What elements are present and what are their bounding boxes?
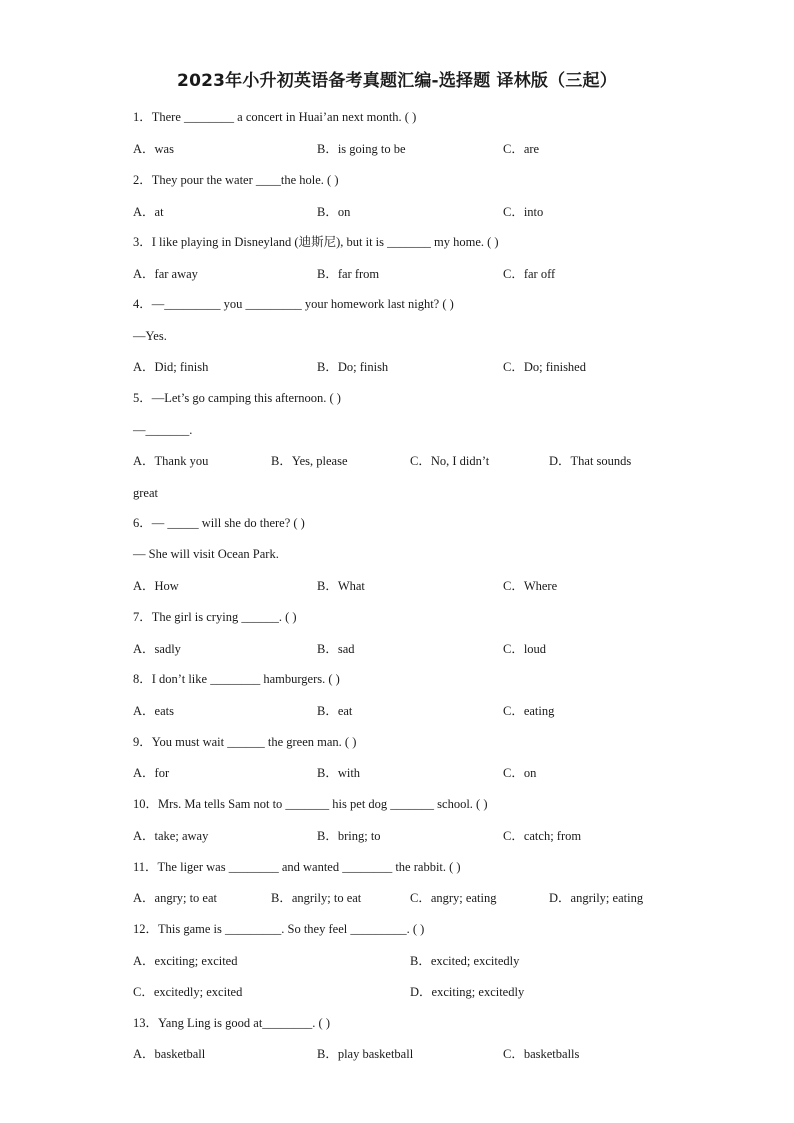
question-stem: 11．The liger was ________ and wanted ________ the rabbit. ( ): [133, 860, 461, 874]
answer-option[interactable]: C．Where: [503, 579, 558, 593]
question-stem: 7．The girl is crying ______. ( ): [133, 610, 297, 624]
answer-option[interactable]: C．on: [503, 766, 537, 780]
question-stem: 1．There ________ a concert in Huai’an next month. ( ): [133, 110, 417, 124]
answer-option[interactable]: B．excited; excitedly: [410, 954, 520, 968]
answer-option[interactable]: C．far off: [503, 267, 556, 281]
question-dialogue-line: — She will visit Ocean Park.: [133, 547, 279, 561]
answer-option[interactable]: B．far from: [317, 267, 380, 281]
answer-option[interactable]: A．sadly: [133, 642, 181, 656]
answer-option[interactable]: A．far away: [133, 267, 198, 281]
answer-option[interactable]: A．was: [133, 142, 174, 156]
question-stem: 3．I like playing in Disneyland (迪斯尼), but it is _______ my home. ( ): [133, 235, 499, 249]
answer-option[interactable]: D．angrily; eating: [549, 891, 644, 905]
answer-option[interactable]: A．take; away: [133, 829, 209, 843]
answer-option[interactable]: D．exciting; excitedly: [410, 985, 525, 999]
answer-option-continuation: great: [133, 486, 158, 500]
answer-option[interactable]: A．basketball: [133, 1047, 206, 1061]
question-dialogue-line: —_______.: [133, 423, 193, 437]
answer-option[interactable]: A．Did; finish: [133, 360, 209, 374]
question-dialogue-line: —Yes.: [133, 329, 167, 343]
answer-option[interactable]: B．on: [317, 205, 351, 219]
answer-option[interactable]: B．Do; finish: [317, 360, 389, 374]
answer-option[interactable]: A．exciting; excited: [133, 954, 238, 968]
answer-option[interactable]: B．Yes, please: [271, 454, 348, 468]
question-stem: 5．—Let’s go camping this afternoon. ( ): [133, 391, 341, 405]
answer-option[interactable]: C．loud: [503, 642, 547, 656]
answer-option[interactable]: A．Thank you: [133, 454, 209, 468]
answer-option[interactable]: C．No, I didn’t: [410, 454, 490, 468]
answer-option[interactable]: C．catch; from: [503, 829, 582, 843]
page-title: 2023年小升初英语备考真题汇编-选择题 译林版（三起）: [177, 71, 617, 91]
answer-option[interactable]: A．for: [133, 766, 170, 780]
question-stem: 12．This game is _________. So they feel _________. ( ): [133, 922, 425, 936]
answer-option[interactable]: B．with: [317, 766, 361, 780]
answer-option[interactable]: C．basketballs: [503, 1047, 580, 1061]
answer-option[interactable]: A．How: [133, 579, 179, 593]
answer-option[interactable]: B．is going to be: [317, 142, 406, 156]
answer-option[interactable]: A．eats: [133, 704, 174, 718]
answer-option[interactable]: B．What: [317, 579, 365, 593]
answer-option[interactable]: B．sad: [317, 642, 355, 656]
answer-option[interactable]: C．Do; finished: [503, 360, 586, 374]
question-stem: 10．Mrs. Ma tells Sam not to _______ his pet dog _______ school. ( ): [133, 797, 488, 811]
answer-option[interactable]: C．into: [503, 205, 544, 219]
answer-option[interactable]: B．bring; to: [317, 829, 381, 843]
answer-option[interactable]: D．That sounds: [549, 454, 632, 468]
question-stem: 2．They pour the water ____the hole. ( ): [133, 173, 339, 187]
answer-option[interactable]: A．at: [133, 205, 164, 219]
question-stem: 4．—_________ you _________ your homework last night? ( ): [133, 297, 454, 311]
answer-option[interactable]: C．excitedly; excited: [133, 985, 243, 999]
answer-option[interactable]: C．eating: [503, 704, 555, 718]
question-stem: 9．You must wait ______ the green man. ( ): [133, 735, 357, 749]
answer-option[interactable]: B．eat: [317, 704, 353, 718]
question-stem: 6．— _____ will she do there? ( ): [133, 516, 305, 530]
answer-option[interactable]: B．play basketball: [317, 1047, 414, 1061]
answer-option[interactable]: C．angry; eating: [410, 891, 497, 905]
answer-option[interactable]: A．angry; to eat: [133, 891, 218, 905]
answer-option[interactable]: B．angrily; to eat: [271, 891, 362, 905]
question-stem: 8．I don’t like ________ hamburgers. ( ): [133, 672, 340, 686]
answer-option[interactable]: C．are: [503, 142, 540, 156]
question-stem: 13．Yang Ling is good at________. ( ): [133, 1016, 330, 1030]
